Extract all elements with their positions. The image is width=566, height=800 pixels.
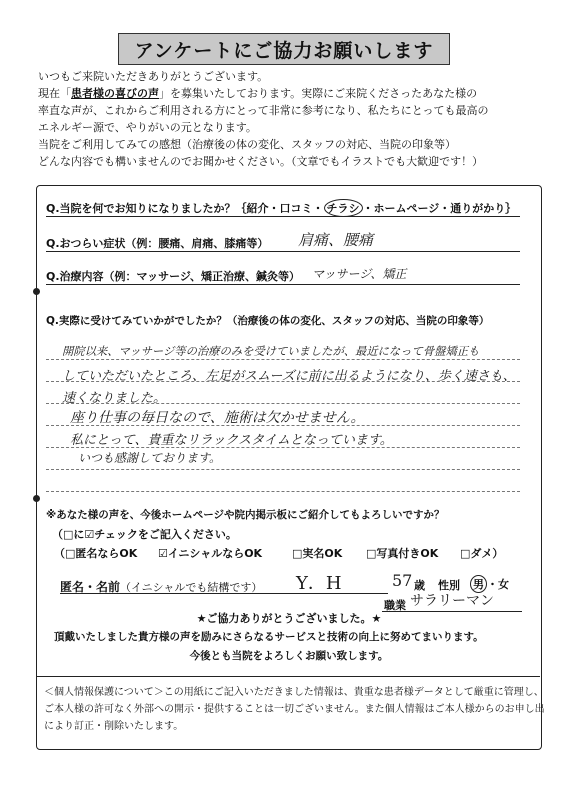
consent-option-real-name[interactable]: □実名OK (292, 547, 343, 560)
experience-answer-line-5: 私にとって、貴重なリラックスタイムとなっています。 (70, 433, 393, 448)
question-source-circled-answer: チラシ (324, 199, 363, 217)
answer-line (46, 381, 520, 382)
intro-line-4: エネルギー源で、やりがいの元となります。 (38, 121, 257, 134)
name-underline (60, 593, 388, 594)
privacy-divider (37, 676, 540, 677)
name-label: 匿名・名前 (60, 580, 121, 594)
job-value: サラリーマン (410, 593, 494, 609)
question-source-suffix: ・ホームページ・通りがかり｝ (362, 202, 517, 215)
consent-question: ※あなた様の声を、今後ホームページや院内掲示板にご紹介してもよろしいですか？ (46, 509, 445, 521)
thanks-line-2: 頂戴いたしました貴方様の声を励みにさらなるサービスと技術の向上に努めてまいります。 (54, 631, 484, 643)
age-unit: 歳 (414, 579, 425, 592)
consent-option-anonymous[interactable]: （□匿名ならOK (54, 547, 138, 560)
intro-line-3: 率直な声が、これからご利用される方にとって非常に参考になり、私たちにとっても最高の (38, 104, 489, 117)
question-symptoms-label: Q.おつらい症状（例：腰痛、肩痛、膝痛等） (46, 237, 269, 250)
consent-instruction: （□に☑チェックをご記入ください。 (52, 528, 237, 541)
question-source (46, 199, 516, 217)
intro-highlight: 患者様の喜びの声 (71, 87, 159, 100)
consent-option-initials[interactable]: ☑イニシャルならOK (158, 547, 263, 560)
intro-line-6: どんな内容でも構いませんのでお聞かせください。（文章でもイラストでも大歓迎です！） (38, 155, 484, 168)
answer-line (46, 403, 520, 404)
experience-answer-line-6: いつも感謝しております。 (78, 451, 222, 465)
thanks-line-1: ★ご協力ありがとうございました。★ (196, 612, 382, 625)
question-source-prefix: Q.当院を何でお知りになりましたか？｛紹介・口コミ・ (46, 202, 324, 215)
answer-line (46, 447, 520, 448)
question-experience-label: Q.実際に受けてみていかがでしたか？（治療後の体の変化、スタッフの対応、当院の印象等） (46, 315, 490, 327)
binder-hole-top (33, 288, 40, 295)
question-treatment-label: Q.治療内容（例：マッサージ、矯正治療、鍼灸等） (46, 270, 300, 283)
answer-line (46, 425, 520, 426)
survey-title (118, 33, 450, 65)
gender-male-selected[interactable]: 男 (470, 575, 487, 593)
privacy-line-1: ＜個人情報保護について＞この用紙にご記入いただきました情報は、貴重な患者様データとして厳重に管理し、 (44, 687, 544, 698)
consent-option-photo[interactable]: □写真付きOK (366, 547, 439, 560)
experience-answer-line-4: 座り仕事の毎日なので、施術は欠かせません。 (70, 410, 365, 426)
question-treatment-answer: マッサージ、矯正 (312, 267, 407, 281)
privacy-line-3: により訂正・削除いたします。 (44, 721, 184, 732)
gender-female[interactable]: ・女 (487, 578, 509, 591)
question-symptoms-answer: 肩痛、腰痛 (298, 231, 374, 249)
experience-answer-line-3: 速くなりました。 (62, 391, 167, 406)
experience-answer-line-1: 開院以来、マッサージ等の治療のみを受けていましたが、最近になって骨盤矯正も (62, 345, 480, 358)
intro-line-2-a: 現在「 (38, 87, 71, 100)
survey-title-text: アンケートにご協力お願いします (134, 39, 434, 62)
experience-answer-line-2: していただいたところ、左足がスムーズに前に出るようになり、歩く速さも、 (62, 369, 516, 384)
name-note: （イニシャルでも結構です） (120, 581, 263, 594)
answer-line (46, 469, 520, 470)
question-source-underline (46, 216, 520, 217)
intro-line-1: いつもご来院いただきありがとうございます。 (38, 70, 269, 83)
privacy-line-2: ご本人様の許可なく外部への開示・提供することは一切ございません。また個人情報はご本人様からのお申し出 (44, 704, 545, 715)
binder-hole-bottom (33, 495, 40, 502)
answer-line (46, 359, 520, 360)
name-value: Y．H (296, 573, 342, 594)
intro-line-2-b: 」を募集いたしております。実際にご来院くださったあなた様の (159, 87, 478, 100)
consent-option-decline[interactable]: □ダメ） (460, 547, 504, 560)
question-treatment-underline (46, 284, 520, 285)
intro-line-2 (38, 85, 548, 102)
intro-text (38, 68, 548, 170)
age-value: 57 (392, 571, 413, 590)
gender-label: 性別 (438, 579, 460, 592)
job-label: 職業 (384, 599, 406, 612)
question-symptoms-underline (46, 251, 520, 252)
privacy-notice (44, 684, 545, 735)
intro-line-5: 当院をご利用してみての感想（治療後の体の変化、スタッフの対応、当院の印象等） (38, 138, 456, 151)
thanks-line-3: 今後とも当院をよろしくお願い致します。 (189, 650, 389, 662)
answer-line (46, 491, 520, 492)
